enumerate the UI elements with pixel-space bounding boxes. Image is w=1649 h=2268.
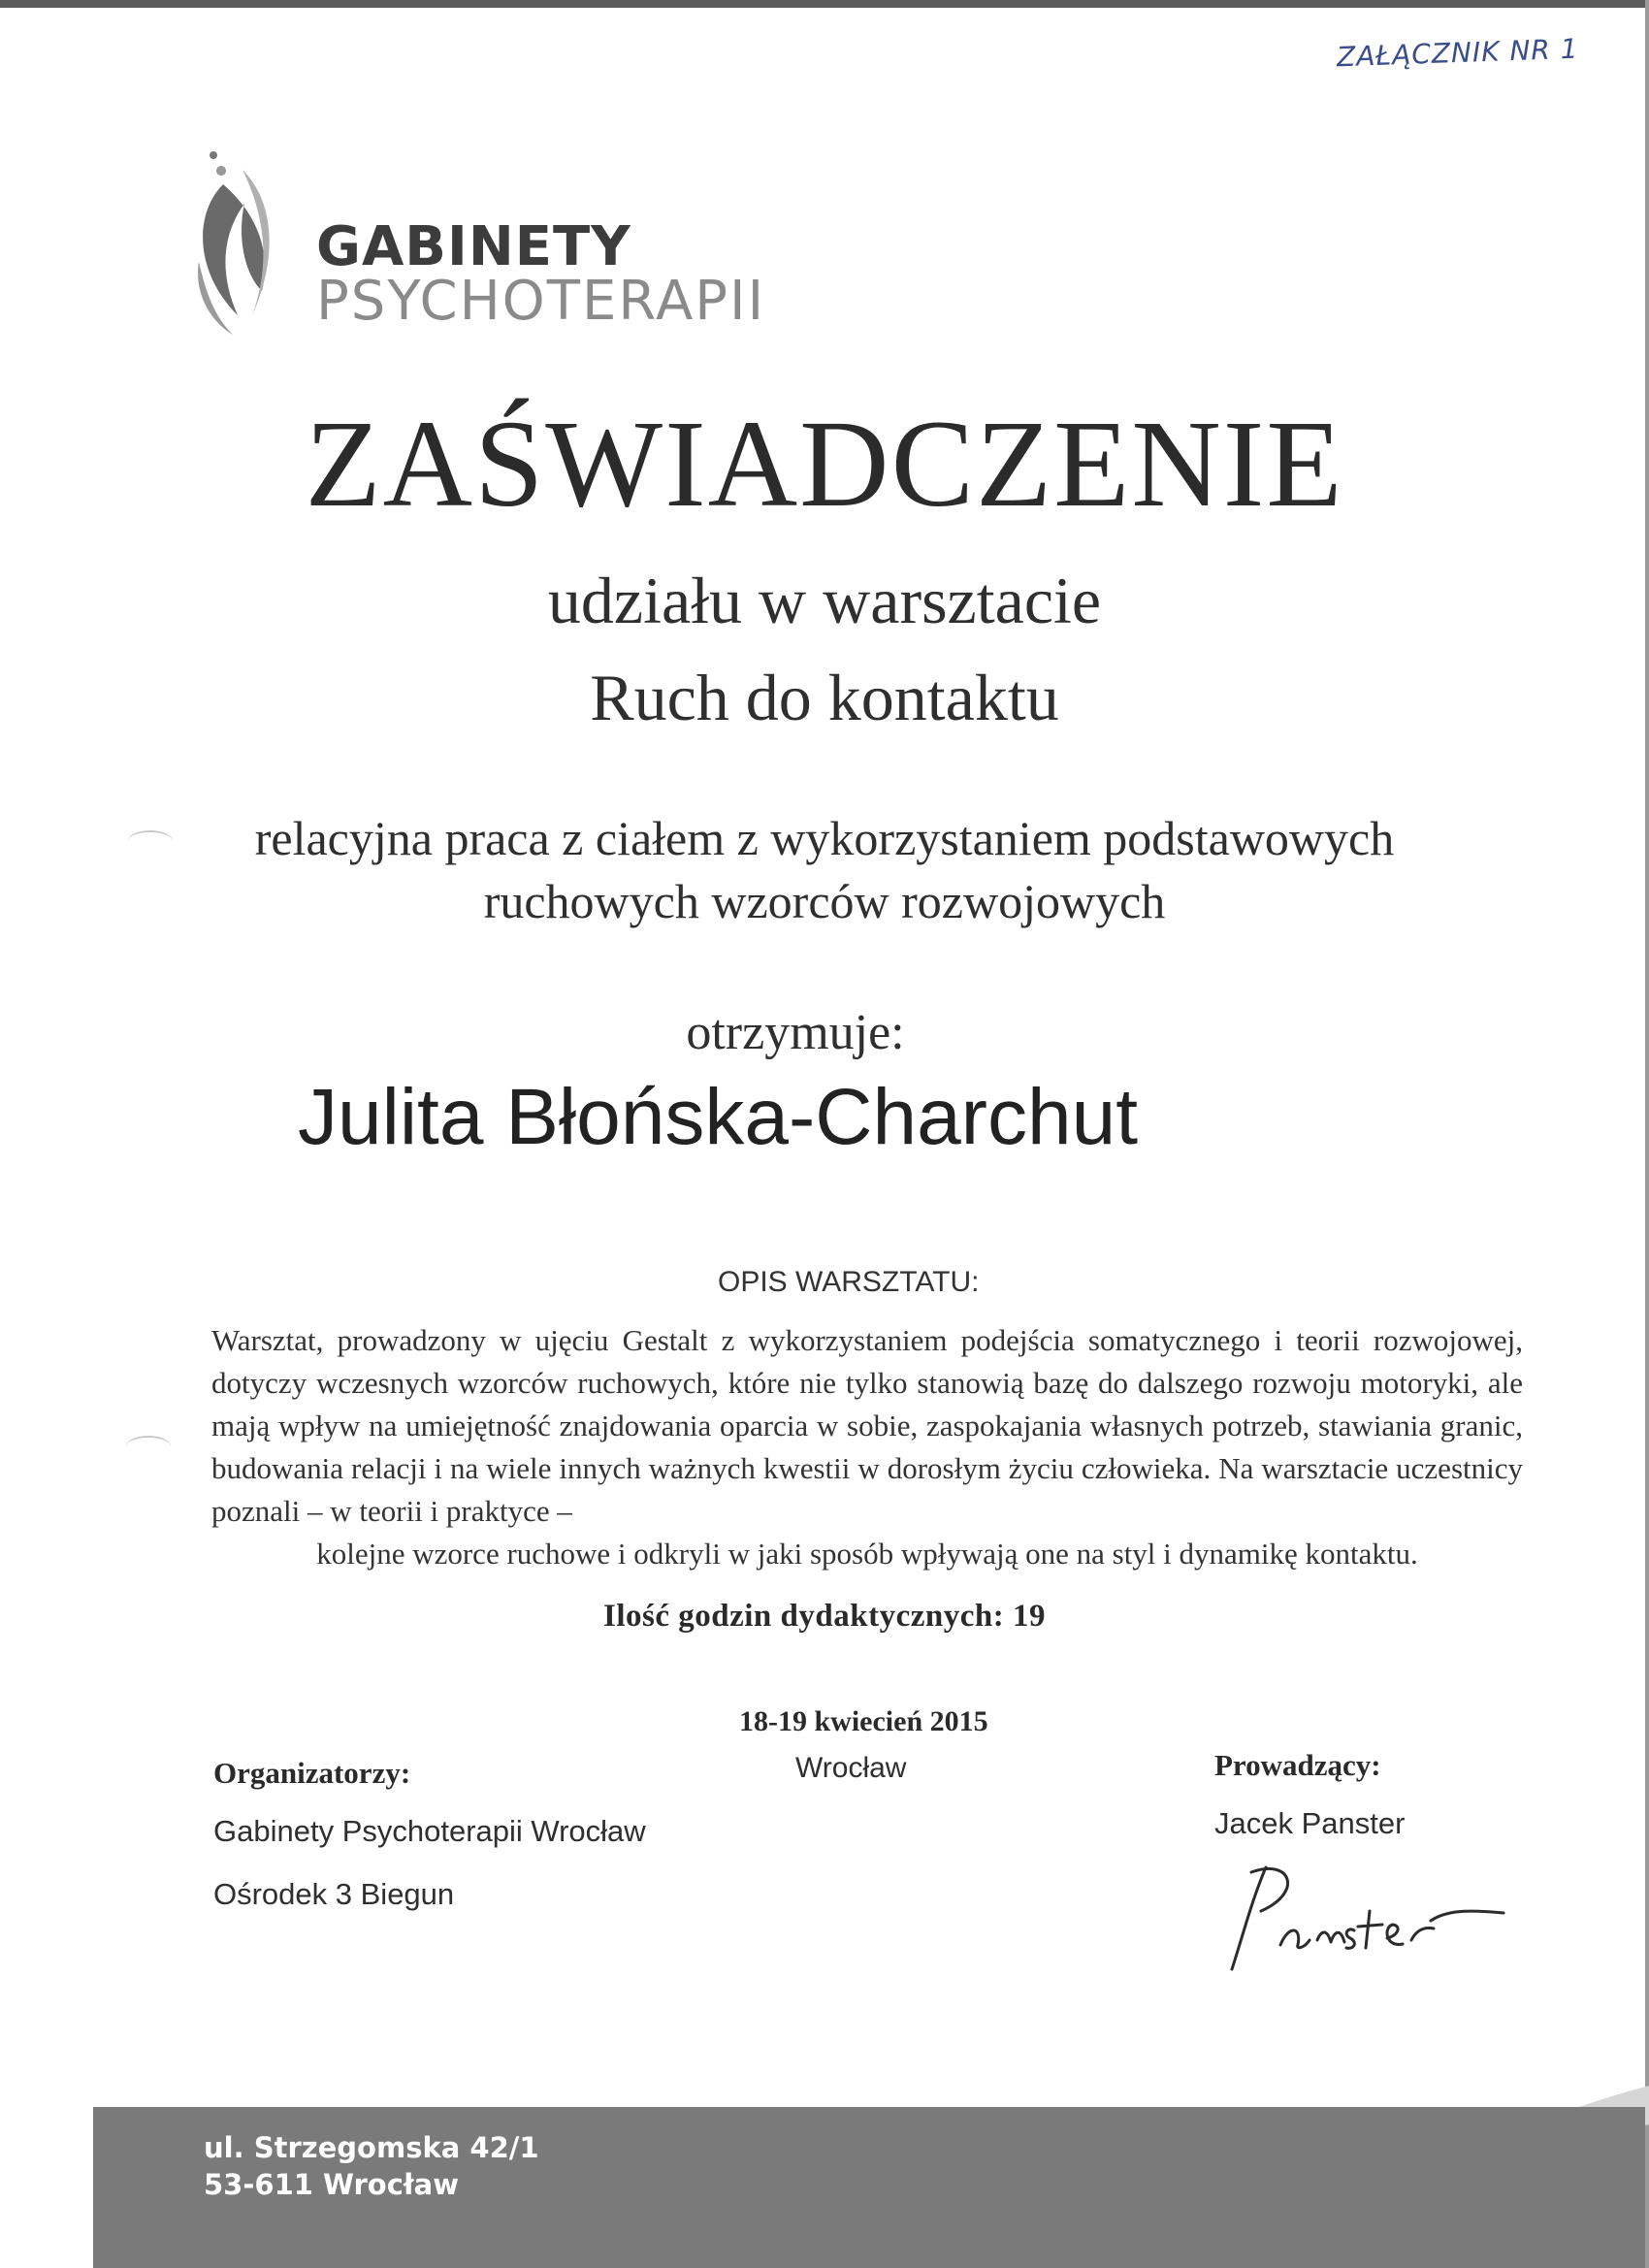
workshop-description-heading: OPIS WARSZTATU: <box>718 1266 980 1298</box>
punch-hole-mark <box>128 830 173 852</box>
receives-label: otrzymuje: <box>686 1005 905 1060</box>
footer-address-street: ul. Strzegomska 42/1 <box>204 2131 539 2164</box>
workshop-description-body: Warsztat, prowadzony w ujęciu Gestalt z wykorzystaniem podejścia somatycznego i teorii rozwojowej, dotyczy wczesnych wzorców ruchowych, które nie tylko stanowią bazę do dalszego rozwoju motoryki, ale mają wpływ na umiejętność znajdowania oparcia w sobie, zaspokajania własnych potrzeb, stawiania granic, budowania relacji i na wiele innych ważnych kwestii w dorosłym życiu człowieka. Na warsztacie uczestnicy poznali – w teorii i praktyce – <box>211 1323 1523 1528</box>
organizers-heading: Organizatorzy: <box>213 1756 411 1790</box>
scan-edge-top <box>0 0 1649 8</box>
recipient-name: Julita Błońska-Charchut <box>298 1073 1138 1161</box>
logo <box>184 146 795 349</box>
description-line2: ruchowych wzorców rozwojowych <box>483 874 1166 928</box>
scan-edge-right <box>1645 0 1649 2268</box>
subtitle-line1: udziału w warsztacie <box>547 564 1102 637</box>
organizer-line1: Gabinety Psychoterapii Wrocław <box>213 1814 646 1848</box>
logo-text-gabinety: GABINETY <box>316 215 631 278</box>
lead-heading: Prowadzący: <box>1214 1748 1381 1782</box>
description-line1: relacyjna praca z ciałem z wykorzystaniem podstawowych <box>254 811 1395 865</box>
organizer-line2: Ośrodek 3 Biegun <box>213 1877 455 1911</box>
workshop-description <box>211 1319 1523 1575</box>
certificate-title: ZAŚWIADCZENIE <box>305 395 1344 533</box>
logo-text-psychoterapii: PSYCHOTERAPII <box>316 270 766 333</box>
handwritten-signature <box>1212 1853 1523 1979</box>
workshop-title: Ruch do kontaktu <box>590 661 1059 734</box>
handwritten-annotation: ZAŁĄCZNIK NR 1 <box>1336 32 1580 74</box>
event-date: 18-19 kwiecień 2015 <box>739 1705 988 1737</box>
lead-name: Jacek Panster <box>1214 1806 1406 1840</box>
didactic-hours: Ilość godzin dydaktycznych: 19 <box>603 1599 1046 1634</box>
punch-hole-mark <box>126 1436 171 1457</box>
event-city: Wrocław <box>795 1752 907 1784</box>
footer-address-city: 53-611 Wrocław <box>204 2168 460 2201</box>
flame-logo-icon <box>184 146 281 340</box>
workshop-description-last-line: kolejne wzorce ruchowe i odkryli w jaki sposób wpływają one na styl i dynamikę kontaktu. <box>316 1537 1418 1571</box>
